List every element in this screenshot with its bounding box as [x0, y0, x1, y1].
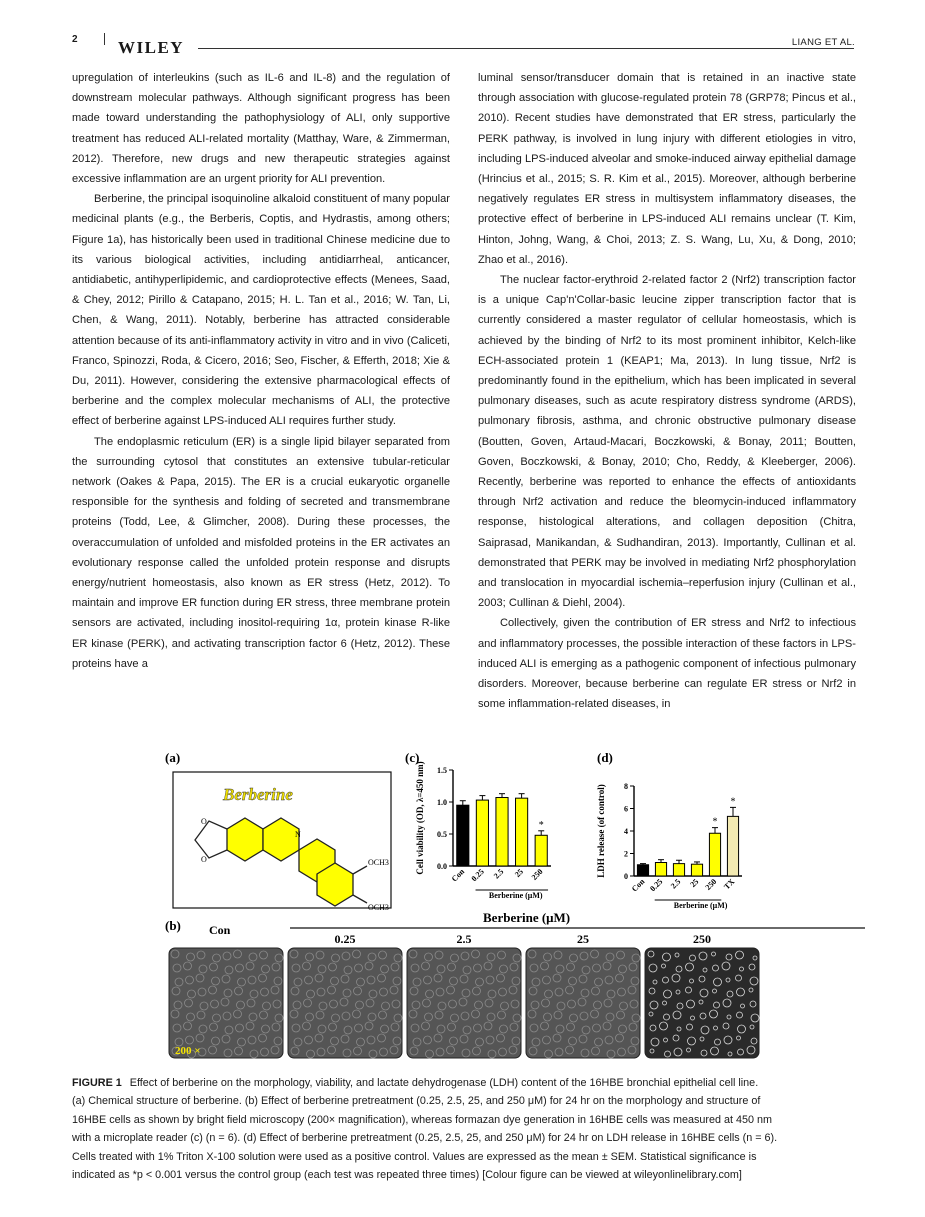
right-column: [478, 68, 856, 715]
significance-mark: *: [712, 816, 718, 828]
x-tick-label: TX: [722, 877, 737, 892]
x-tick-label: Con: [629, 877, 647, 894]
significance-mark: *: [538, 819, 544, 831]
x-tick-label: 25: [512, 867, 526, 880]
compound-name: Berberine: [223, 785, 293, 804]
panel-a-label: (a): [165, 750, 181, 765]
significance-mark: *: [730, 796, 736, 808]
bar: [457, 805, 469, 866]
micrograph-label: 2.5: [456, 932, 472, 946]
figure-1: [165, 748, 865, 1063]
page-number: 2: [72, 34, 78, 45]
x-tick-label: 0.25: [648, 877, 665, 894]
panel-label: (c): [405, 750, 420, 765]
y-tick-label: 2: [624, 849, 628, 859]
y-tick-label: 6: [624, 804, 628, 814]
journal-brand: WILEY: [118, 38, 185, 57]
header-divider: [104, 33, 105, 45]
atom-och3-2: OCH3: [368, 903, 389, 912]
figure-caption: [72, 1074, 856, 1184]
bar: [535, 835, 547, 866]
x-tick-label: 2.5: [668, 877, 683, 891]
bar: [476, 800, 488, 866]
caption-label: FIGURE 1: [72, 1077, 122, 1089]
chart-ldh-release: [596, 750, 742, 910]
x-tick-label: 25: [688, 877, 701, 890]
paragraph: upregulation of interleukins (such as IL-6 and IL-8) and the regulation of downstream molecular pathways. Although significant progress has been made toward understanding the pathophysiology of ALI, only supportive treatment has reduced ALI-related mortality (Matthay, Ware, & Zimmerman, 2012). Therefore, new drugs and new therapeutic strategies against excessive inflammation are an urgent priority for ALI prevention.: [72, 72, 450, 186]
micrograph-label: 250: [693, 932, 711, 946]
left-column: [72, 68, 450, 674]
bar: [709, 833, 720, 876]
bar: [673, 864, 684, 876]
y-tick-label: 1.5: [437, 766, 447, 775]
bar: [691, 864, 702, 876]
atom-och3-1: OCH3: [368, 858, 389, 867]
atom-n: N: [295, 830, 301, 839]
y-tick-label: 0.5: [437, 830, 447, 839]
bar: [496, 798, 508, 866]
paragraph: luminal sensor/transducer domain that is retained in an inactive state through association with glucose-regulated protein 78 (GRP78; Pincus et al., 2010). Recent studies have demonstrated that ER stress, particularly the PERK pathway, is involved in lung injury with different etiologies in vitro, including LPS-induced alveolar and smoke-induced airway epithelial damage (Hrincius et al., 2015; S. R. Kim et al., 2015). Moreover, although berberine negatively regulates ER stress in multisystem inflammatory diseases, the protective effect of berberine in LPS-induced ALI remains unclear (T. Kim, Hinton, Johng, Wang, & Choi, 2013; Z. S. Wang, Lu, Xu, & Dong, 2010; Zhao et al., 2016).: [478, 72, 856, 266]
panel-b-group-header: Berberine (μM): [483, 910, 571, 925]
caption-line: 16HBE cells as shown by bright field microscopy (200× magnification), whereas formazan dye generation in 16HBE cells was measured at 450 nm: [72, 1113, 773, 1126]
x-tick-label: 0.25: [469, 867, 486, 884]
y-tick-label: 0: [624, 872, 628, 881]
magnification-label: 200 ×: [175, 1045, 201, 1057]
atom-o1: O: [201, 817, 207, 826]
header-rule: [198, 48, 854, 49]
figure-canvas: [165, 748, 865, 1063]
bar: [727, 816, 738, 876]
paragraph: Collectively, given the contribution of ER stress and Nrf2 to infectious and inflammatory processes, the possible interaction of these factors in LPS-induced ALI is emerging as a pathogenic component of infectious pulmonary disorders. Moreover, because berberine can regulate ER stress or Nrf2 in some inflammation-related diseases, in: [478, 617, 856, 711]
paragraph: The nuclear factor-erythroid 2-related factor 2 (Nrf2) transcription factor is a unique Cap'n'Collar-basic leucine zipper transcription factor that is currently considered a master regulator of cellular homeostasis, which is achieved by the binding of Nrf2 to its most prominent inhibitor, Kelch-like ECH-associated protein 1 (KEAP1; Ma, 2013). In lung tissue, Nrf2 is predominantly found in the epithelium, which has been implicated in several pulmonary diseases, such as acute respiratory distress syndrome (ARDS), pulmonary fibrosis, asthma, and chronic obstructive pulmonary disease (Boutten, Goven, Artaud-Macari, Boczkowski, & Bonay, 2011; Boutten, Goven, Boczkowski, & Bonay, 2010; Cho, Reddy, & Kleeberger, 2006). Recently, berberine was reported to enhance the effects of antioxidants through Nrf2 activation and reduce the bleomycin-induced inflammatory response, histological alterations, and collagen deposition (Chitra, Saiprasad, Manikandan, & Sudhandiran, 2013). Importantly, Cullinan et al. demonstrated that PERK may be involved in mediating Nrf2 phosphorylation and translocation in myocardial ischemia–reperfusion injury (Cullinan et al., 2003; Cullinan & Diehl, 2004).: [478, 274, 856, 610]
caption-line: (a) Chemical structure of berberine. (b) Effect of berberine pretreatment (0.25, 2.5, 25, and 250 μM) for 24 hr on the morphology and structure of: [72, 1095, 761, 1108]
micrograph-label: 25: [577, 932, 589, 946]
caption-line: Cells treated with 1% Triton X-100 solution were used as a positive control. Values are expressed as the mean ± SEM. Statistical significance is: [72, 1150, 757, 1163]
bar: [637, 865, 648, 876]
micrograph-row: [169, 923, 759, 1058]
y-axis-label: Cell viability (OD, λ=450 nm): [415, 761, 425, 875]
atom-o2: O: [201, 855, 207, 864]
y-tick-label: 4: [624, 827, 628, 836]
paragraph: Berberine, the principal isoquinoline alkaloid constituent of many popular medicinal plants (e.g., the Berberis, Coptis, and Hydrastis, among others; Figure 1a), has historically been used in traditional Chinese medicine due to its various biological activities, including antidiarrheal, anticancer, antidiabetic, antihyperlipidemic, and cardioprotective effects (Menees, Saad, & Chey, 2012; Pirillo & Catapano, 2015; H. L. Tan et al., 2016; W. Tan, Li, Chen, & Wang, 2011). Notably, berberine has attracted considerable attention because of its anti-inflammatory activity in vitro and in vivo (Caliceti, Franco, Spinozzi, Roda, & Cicero, 2016; Seo, Fischer, & Efferth, 2018; Xie & Du, 2011). However, considering the extensive pharmacological effects of berberine and the complex molecular mechanisms of ALI, the protective effect of berberine against LPS-induced ALI requires further study.: [72, 193, 450, 428]
x-tick-label: 2.5: [491, 867, 506, 881]
paragraph: The endoplasmic reticulum (ER) is a single lipid bilayer separated from the surrounding cytosol that constitutes an extensive tubular-reticular network (Oakes & Papa, 2015). The ER is a crucial eukaryotic organelle responsible for the synthesis and folding of secreted and transmembrane proteins (Todd, Lee, & Glimcher, 2008). During these processes, the overaccumulation of unfolded and misfolded proteins in the ER activates an evolutionary response called the unfolded protein response and disrupts energy/nutrient homeostasis, also known as ER stress (Hetz, 2012). To maintain and improve ER function during ER stress, three membrane protein sensors are activated, including inositol-requiring 1α, protein kinase R-like ER kinase (PERK), and activating transcription factor 6 (Hetz, 2012). These proteins have a: [72, 435, 450, 670]
caption-line: indicated as *p < 0.001 versus the control group (each test was repeated three times) [Colour figure can be viewed at wileyonlinelibrary.com]: [72, 1169, 742, 1182]
caption-line: Effect of berberine on the morphology, viability, and lactate dehydrogenase (LDH) content of the 16HBE bronchial epithelial cell line.: [129, 1077, 759, 1089]
bar: [655, 863, 666, 877]
x-tick-label: 250: [529, 867, 545, 882]
chart-cell-viability: [405, 750, 551, 900]
micrograph-label: Con: [209, 923, 231, 937]
x-axis-label: Berberine (μM): [488, 891, 543, 900]
y-tick-label: 8: [624, 782, 628, 791]
bar: [516, 798, 528, 866]
x-tick-label: 250: [703, 877, 719, 892]
caption-line: with a microplate reader (c) (n = 6). (d) Effect of berberine pretreatment (0.25, 2.5, 25, and 250 μM) for 24 hr on LDH release in 16HBE cells (n = 6).: [72, 1132, 778, 1145]
running-head: LIANG ET AL.: [791, 37, 855, 48]
x-tick-label: Con: [449, 867, 467, 884]
panel-b-label: (b): [165, 918, 181, 933]
panel-label: (d): [597, 750, 613, 765]
x-axis-label: Berberine (μM): [673, 901, 728, 910]
micrograph-label: 0.25: [334, 932, 356, 946]
y-tick-label: 1.0: [437, 798, 447, 807]
y-tick-label: 0.0: [437, 862, 447, 871]
y-axis-label: LDH release (of control): [596, 784, 606, 878]
